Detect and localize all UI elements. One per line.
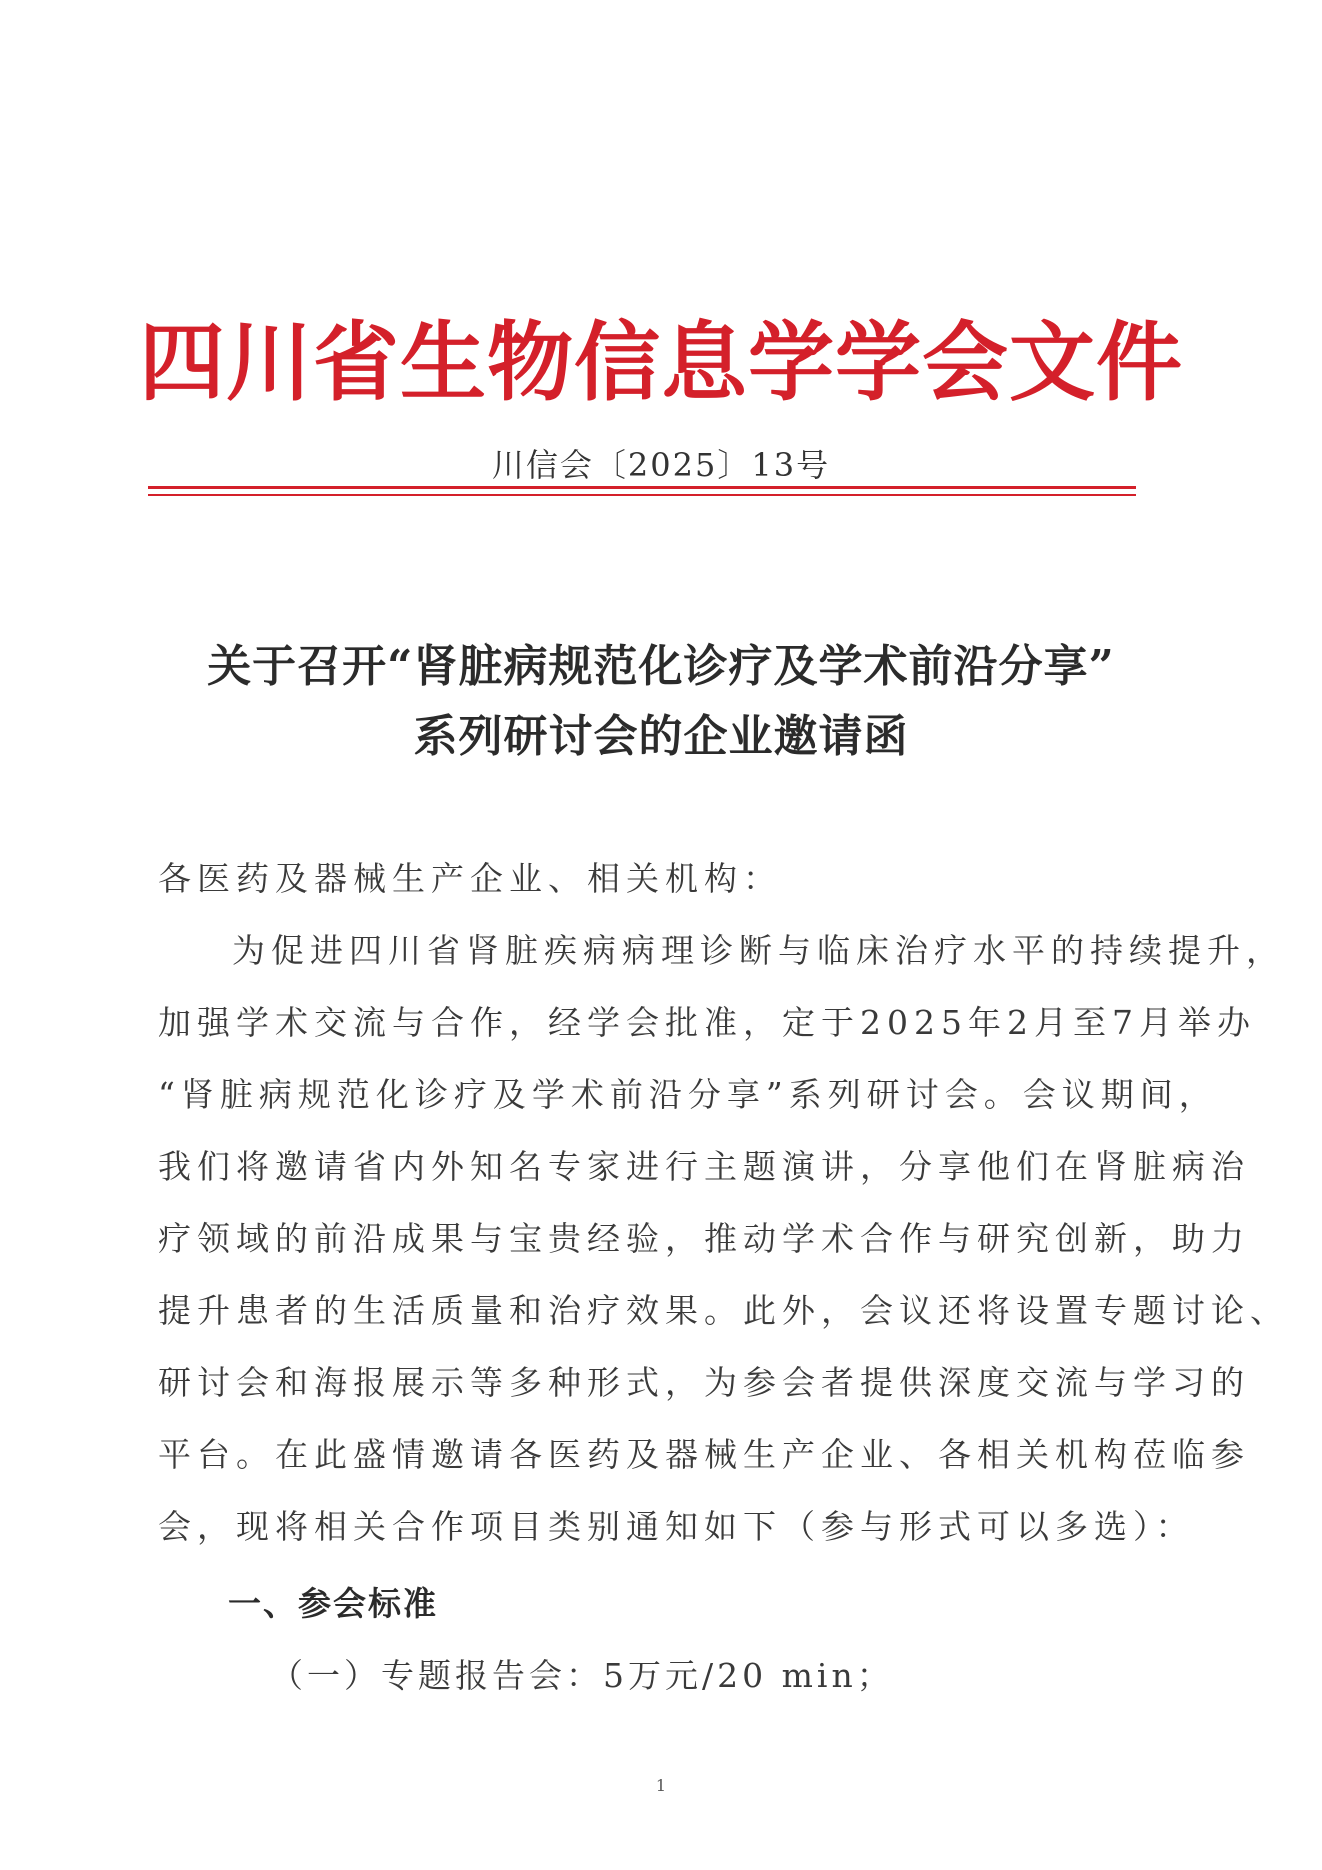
body-line-6: 提升患者的生活质量和治疗效果。此外，会议还将设置专题讨论、 (158, 1291, 1289, 1330)
salutation: 各医药及器械生产企业、相关机构： (158, 859, 782, 898)
document-number: 川信会〔2025〕13号 (491, 446, 831, 484)
document-title-line-2: 系列研讨会的企业邀请函 (413, 711, 909, 762)
header-red-rule-thick (148, 486, 1136, 489)
section-heading-participation-standard: 一、参会标准 (228, 1584, 438, 1623)
body-line-4: 我们将邀请省内外知名专家进行主题演讲，分享他们在肾脏病治 (158, 1147, 1250, 1186)
body-line-5: 疗领域的前沿成果与宝贵经验，推动学术合作与研究创新，助力 (158, 1219, 1250, 1258)
body-line-3: “肾脏病规范化诊疗及学术前沿分享”系列研讨会。会议期间， (158, 1075, 1218, 1114)
header-red-rule-thin (148, 494, 1136, 496)
body-line-2: 加强学术交流与合作，经学会批准，定于2025年2月至7月举办 (158, 1003, 1256, 1042)
body-line-8: 平台。在此盛情邀请各医药及器械生产企业、各相关机构莅临参 (158, 1435, 1250, 1474)
body-line-9: 会，现将相关合作项目类别通知如下（参与形式可以多选）： (158, 1507, 1195, 1546)
body-line-7: 研讨会和海报展示等多种形式，为参会者提供深度交流与学习的 (158, 1363, 1250, 1402)
organization-header-title: 四川省生物信息学学会文件 (139, 313, 1183, 413)
document-title-line-1: 关于召开“肾脏病规范化诊疗及学术前沿分享” (207, 641, 1115, 692)
body-line-1: 为促进四川省肾脏疾病病理诊断与临床治疗水平的持续提升， (232, 931, 1285, 970)
page-number: 1 (655, 1776, 667, 1795)
list-item-keynote-report: （一）专题报告会：5万元/20 min； (270, 1656, 894, 1695)
